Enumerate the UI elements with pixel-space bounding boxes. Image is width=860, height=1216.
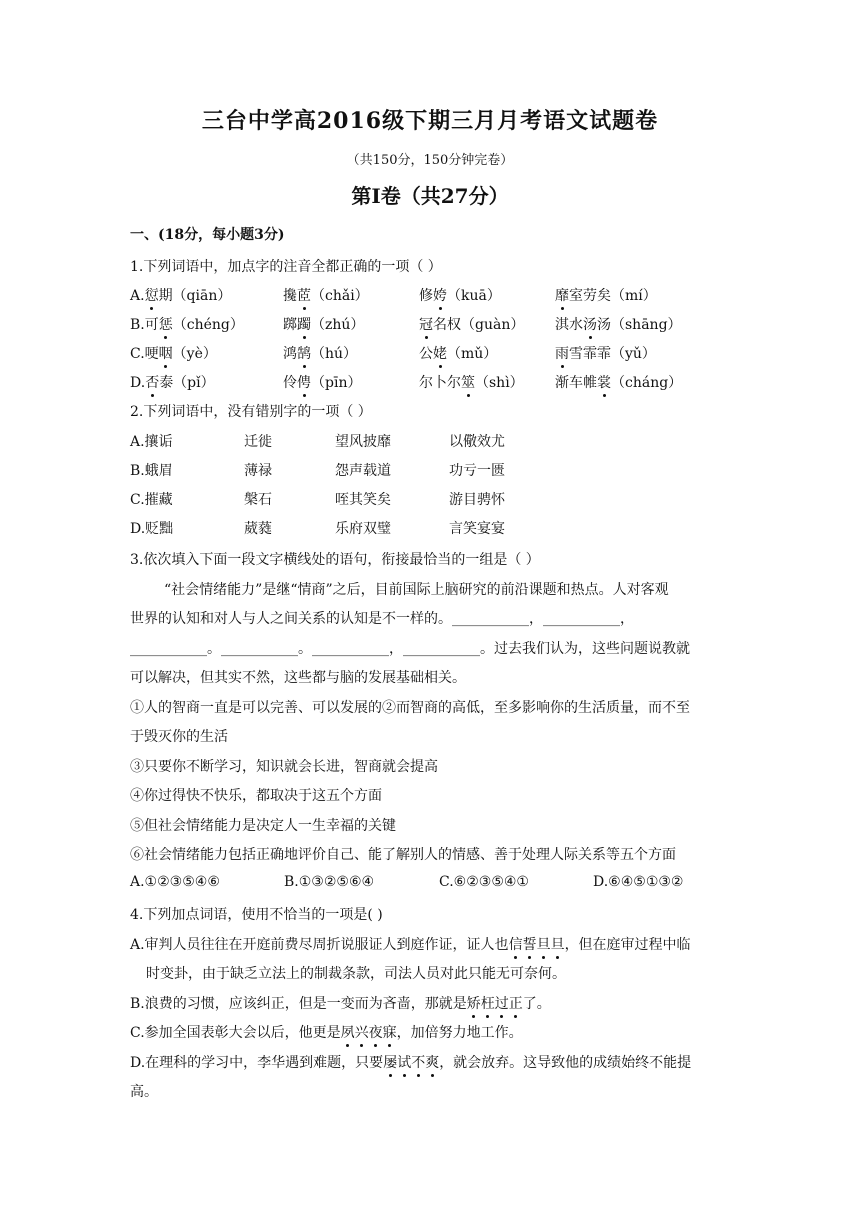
q3-passage-line-3: ___________。___________。___________，___________。过去我们认为，这些问题说教就: [130, 641, 690, 657]
q3-passage-line-2: 世界的认知和对人与人之间关系的认知是不一样的。___________，___________，: [130, 611, 634, 627]
emphasis-dot-char: 屡: [383, 1052, 397, 1072]
emphasis-dot-char: 爽: [425, 1052, 439, 1072]
q1-option-a-word1: A.愆期（qiān）: [130, 285, 231, 305]
emphasis-dot-char: 旦: [551, 934, 565, 954]
q1-option-a-word4: 靡室劳矣（mí）: [555, 285, 657, 305]
emphasis-dot-char: 夜: [369, 1022, 383, 1042]
q2-option-c-word2: 槃石: [244, 492, 272, 508]
q2-option-c-word1: C.摧藏: [130, 492, 173, 508]
q1-option-c-word1: C.哽咽（yè）: [130, 343, 217, 363]
emphasis-dot-char: 茝: [297, 285, 311, 305]
emphasis-dot-char: 正: [509, 993, 523, 1013]
q4-option-a-line-2: 时变卦，由于缺乏立法上的制裁条款，司法人员对此只能无可奈何。: [146, 966, 566, 982]
q3-passage-line-1: “社会情绪能力”是继“情商”之后，目前国际上脑研究的前沿课题和热点。人对客观: [164, 582, 669, 598]
emphasis-dot-char: 试: [397, 1052, 411, 1072]
q2-option-b-word4: 功亏一匮: [449, 463, 505, 479]
q4-option-a-line-1: A.审判人员往往在开庭前费尽周折说服证人到庭作证，证人也信誓旦旦，但在庭审过程中临: [130, 934, 691, 954]
q2-option-c-word4: 游目骋怀: [449, 492, 505, 508]
q1-option-b-word2: 踯躅（zhú）: [283, 314, 364, 334]
emphasis-dot-char: 旦: [537, 934, 551, 954]
emphasis-dot-char: 惩: [159, 314, 173, 334]
q2-option-d-word2: 葳蕤: [244, 521, 272, 537]
q1-option-c-word4: 雨雪霏霏（yǔ）: [555, 343, 656, 363]
emphasis-dot-char: 不: [411, 1052, 425, 1072]
emphasis-dot-char: 枉: [481, 993, 495, 1013]
emphasis-dot-char: 靡: [555, 285, 569, 305]
emphasis-dot-char: 俜: [297, 372, 311, 392]
emphasis-dot-char: 裳: [597, 372, 611, 392]
q2-option-a-word4: 以儆效尤: [449, 434, 505, 450]
q2-option-a-word3: 望风披靡: [335, 434, 391, 450]
q3-sentence-3: ③只要你不断学习，知识就会长进，智商就会提高: [130, 759, 438, 775]
emphasis-dot-char: 雨: [555, 343, 569, 363]
q2-option-b-word2: 薄禄: [244, 463, 272, 479]
q3-sentence-1-2: ①人的智商一直是可以完善、可以发展的②而智商的高低，至多影响你的生活质量，而不至: [130, 700, 690, 716]
q2-option-d-word3: 乐府双璧: [335, 521, 391, 537]
q4-option-d-line-1: D.在理科的学习中，李华遇到难题，只要屡试不爽，就会放弃。这导致他的成绩始终不能提: [130, 1052, 691, 1072]
emphasis-dot-char: 咽: [159, 343, 173, 363]
q1-option-d-word3: 尔卜尔筮（shì）: [419, 372, 524, 392]
question-3-stem: 3.依次填入下面一段文字横线处的语句，衔接最恰当的一组是（ ）: [130, 552, 540, 568]
q3-sentence-4: ④你过得快不快乐，都取决于这五个方面: [130, 788, 382, 804]
q3-choice-c: C.⑥②③⑤④①: [439, 874, 529, 890]
question-2-stem: 2.下列词语中，没有错别字的一项（ ）: [130, 404, 372, 420]
emphasis-dot-char: 鹄: [297, 343, 311, 363]
q3-sentence-2-cont: 于毁灭你的生活: [130, 729, 228, 745]
q3-choice-a: A.①②③⑤④⑥: [130, 874, 220, 890]
q4-option-c: C.参加全国表彰大会以后，他更是夙兴夜寐，加倍努力地工作。: [130, 1022, 523, 1042]
emphasis-dot-char: 愆: [145, 285, 159, 305]
q2-option-b-word3: 怨声载道: [335, 463, 391, 479]
emphasis-dot-char: 兴: [355, 1022, 369, 1042]
emphasis-dot-char: 过: [495, 993, 509, 1013]
q4-option-b: B.浪费的习惯，应该纠正，但是一变而为吝啬，那就是矫枉过正了。: [130, 993, 551, 1013]
q3-choice-b: B.①③②⑤⑥④: [284, 874, 375, 890]
q3-sentence-5: ⑤但社会情绪能力是决定人一生幸福的关键: [130, 818, 396, 834]
emphasis-dot-char: 汤: [583, 314, 597, 334]
question-4-stem: 4.下列加点词语，使用不恰当的一项是( ): [130, 907, 383, 923]
q1-option-a-word3: 修姱（kuā）: [419, 285, 501, 305]
q2-option-b-word1: B.蛾眉: [130, 463, 173, 479]
emphasis-dot-char: 矫: [467, 993, 481, 1013]
q1-option-d-word1: D.否泰（pǐ）: [130, 372, 215, 392]
q1-option-b-word4: 淇水汤汤（shāng）: [555, 314, 682, 334]
q2-option-a-word1: A.攘诟: [130, 434, 173, 450]
q1-option-b-word1: B.可惩（chéng）: [130, 314, 244, 334]
section-heading: 一、(18分，每小题3分): [130, 227, 285, 243]
q2-option-c-word3: 咥其笑矣: [335, 492, 391, 508]
emphasis-dot-char: 誓: [523, 934, 537, 954]
q1-option-c-word3: 公姥（mǔ）: [419, 343, 497, 363]
q2-option-d-word4: 言笑宴宴: [449, 521, 505, 537]
emphasis-dot-char: 否: [145, 372, 159, 392]
q2-option-a-word2: 迁徙: [244, 434, 272, 450]
q1-option-d-word2: 伶俜（pīn）: [283, 372, 361, 392]
page-subtitle: （共150分，150分钟完卷）: [346, 153, 514, 168]
q3-passage-line-4: 可以解决，但其实不然，这些都与脑的发展基础相关。: [130, 670, 466, 686]
emphasis-dot-char: 寐: [383, 1022, 397, 1042]
q4-option-d-line-2: 高。: [130, 1084, 158, 1100]
emphasis-dot-char: 姥: [433, 343, 447, 363]
q3-choice-d: D.⑥④⑤①③②: [593, 874, 684, 890]
part-heading: 第Ⅰ卷（共27分）: [351, 184, 509, 208]
q1-option-a-word2: 攙茝（chǎi）: [283, 285, 369, 305]
q1-option-d-word4: 渐车帷裳（cháng）: [555, 372, 682, 392]
q2-option-d-word1: D.贬黜: [130, 521, 174, 537]
emphasis-dot-char: 躅: [297, 314, 311, 334]
q1-option-b-word3: 冠名权（guàn）: [419, 314, 524, 334]
emphasis-dot-char: 筮: [461, 372, 475, 392]
q1-option-c-word2: 鸿鹄（hú）: [283, 343, 357, 363]
emphasis-dot-char: 夙: [341, 1022, 355, 1042]
emphasis-dot-char: 冠: [419, 314, 433, 334]
emphasis-dot-char: 信: [509, 934, 523, 954]
page-title: 三台中学高2016级下期三月月考语文试题卷: [201, 108, 659, 134]
emphasis-dot-char: 姱: [433, 285, 447, 305]
q3-sentence-6: ⑥社会情绪能力包括正确地评价自己、能了解别人的情感、善于处理人际关系等五个方面: [130, 847, 676, 863]
question-1-stem: 1.下列词语中，加点字的注音全都正确的一项（ ）: [130, 259, 442, 275]
